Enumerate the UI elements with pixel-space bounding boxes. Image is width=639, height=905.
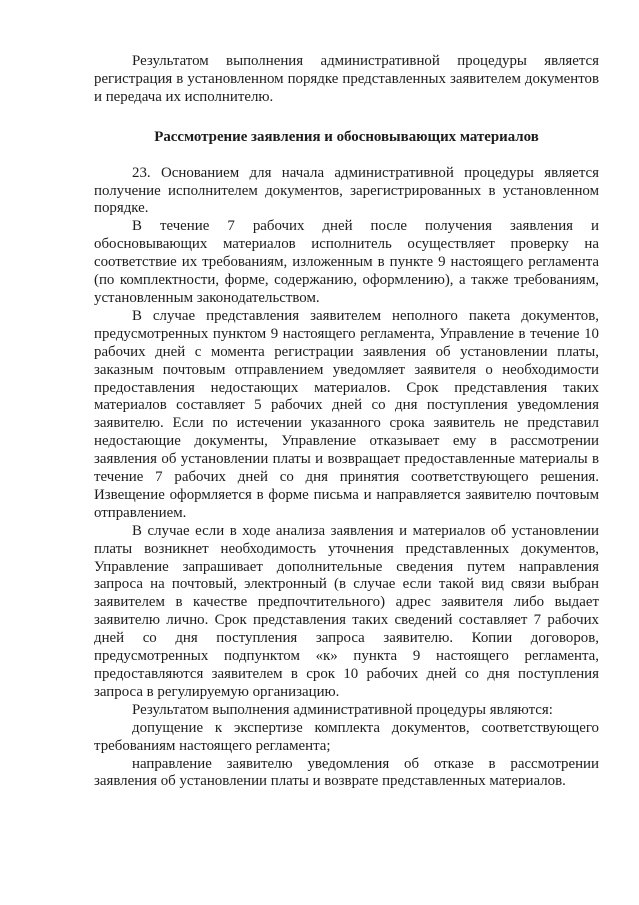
paragraph-clarification-request: В случае если в ходе анализа заявления и материалов об установлении платы возникнет необходимость уточнения представленных документов, Управление запрашивает дополнительные сведения путем направления запроса на почтовый, электронный (в случае если такой вид связи выбран заявителем в качестве предпочтительного) адрес заявителя либо выдает заявителю лично. Срок представления таких сведений составляет 7 рабочих дней со дня поступления запроса заявителю. Копии договоров, предусмотренных подпунктом «к» пункта 9 настоящего регламента, предоставляются заявителем в срок 10 рабочих дней со дня поступления запроса в регулируемую организацию. — [94, 522, 599, 700]
paragraph-incomplete-package: В случае представления заявителем неполного пакета документов, предусмотренных пунктом 9 настоящего регламента, Управление в течение 10 рабочих дней с момента регистрации заявления об установлении платы, заказным почтовым отправлением уведомляет заявителя о необходимости предоставления недостающих материалов. Срок представления таких материалов составляет 5 рабочих дней со дня поступления уведомления заявителю. Если по истечении указанного срока заявитель не представил недостающие документы, Управление отказывает ему в рассмотрении заявления об установлении платы и возвращает предоставленные материалы в течение 7 рабочих дней со дня принятия соответствующего решения. Извещение оформляется в форме письма и направляется заявителю почтовым отправлением. — [94, 307, 599, 521]
paragraph-result-admission: допущение к экспертизе комплекта документов, соответствующего требованиям настоящего регламента; — [94, 719, 599, 754]
paragraph-23: 23. Основанием для начала административной процедуры является получение исполнителем документов, зарегистрированных в установленном порядке. — [94, 164, 599, 217]
document-page — [94, 53, 599, 791]
paragraph-results-intro: Результатом выполнения административной процедуры являются: — [132, 701, 553, 718]
paragraph-review-period: В течение 7 рабочих дней после получения заявления и обосновывающих материалов исполнитель осуществляет проверку на соответствие их требованиям, изложенным в пункте 9 настоящего регламента (по комплектности, форме, содержанию, оформлению), а также требованиям, установленным законодательством. — [94, 218, 599, 306]
section-heading: Рассмотрение заявления и обосновывающих материалов — [154, 128, 539, 145]
intro-paragraph: Результатом выполнения административной процедуры является регистрация в установленном порядке представленных заявителем документов и передача их исполнителю. — [94, 53, 599, 105]
paragraph-result-refusal: направление заявителю уведомления об отказе в рассмотрении заявления об установлении платы и возврате представленных материалов. — [94, 755, 599, 790]
